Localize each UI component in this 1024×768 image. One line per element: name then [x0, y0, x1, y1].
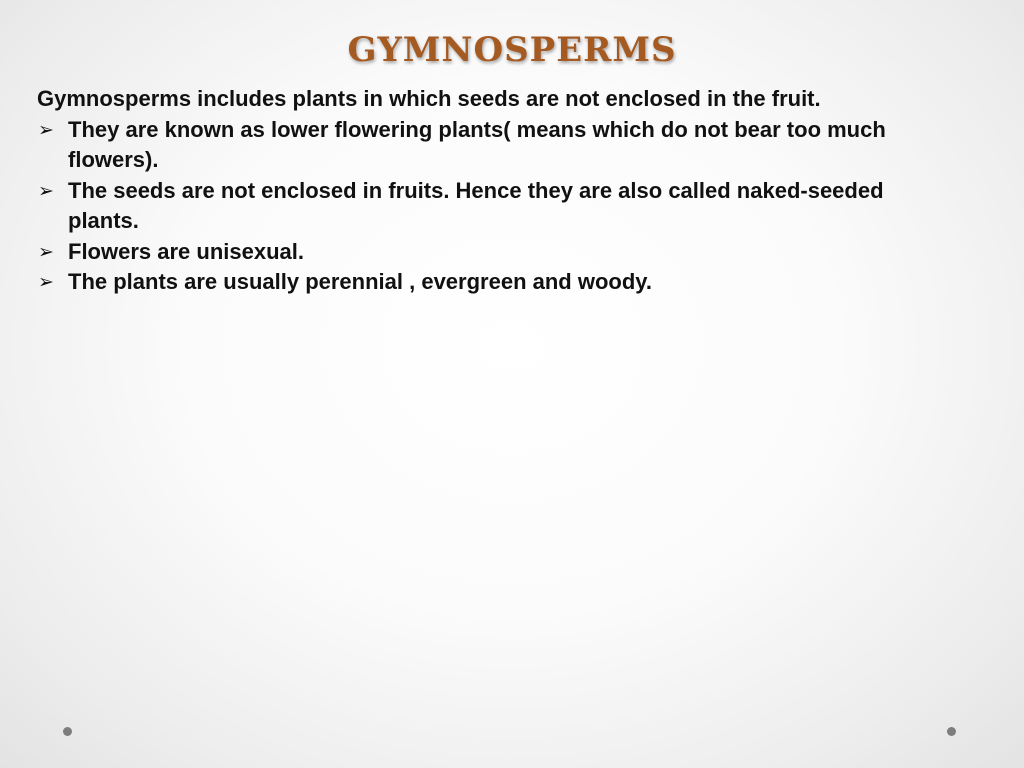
slide-body: [37, 84, 937, 298]
intro-text: Gymnosperms includes plants in which seeds are not enclosed in the fruit.: [37, 86, 821, 111]
bullet-item: [37, 267, 937, 298]
bullet-text: The plants are usually perennial , evergreen and woody.: [68, 269, 652, 294]
decorative-dot-left: [63, 727, 72, 736]
bullet-text: Flowers are unisexual.: [68, 238, 304, 264]
bullet-list: [37, 115, 937, 298]
bullet-item: [37, 115, 937, 176]
arrowhead-bullet-icon: ➢: [38, 240, 54, 263]
arrowhead-bullet-icon: ➢: [38, 271, 54, 293]
slide-title: GYMNOSPERMS: [347, 30, 677, 70]
bullet-item: [37, 176, 937, 237]
bullet-text: They are known as lower flowering plants( means which do not bear too much flowers).: [68, 116, 886, 172]
bullet-text: The seeds are not enclosed in fruits. Hence they are also called naked-seeded plants.: [68, 177, 884, 233]
arrowhead-bullet-icon: ➢: [38, 179, 54, 202]
bullet-item: [37, 237, 937, 268]
arrowhead-bullet-icon: ➢: [38, 118, 54, 141]
decorative-dot-right: [947, 727, 956, 736]
